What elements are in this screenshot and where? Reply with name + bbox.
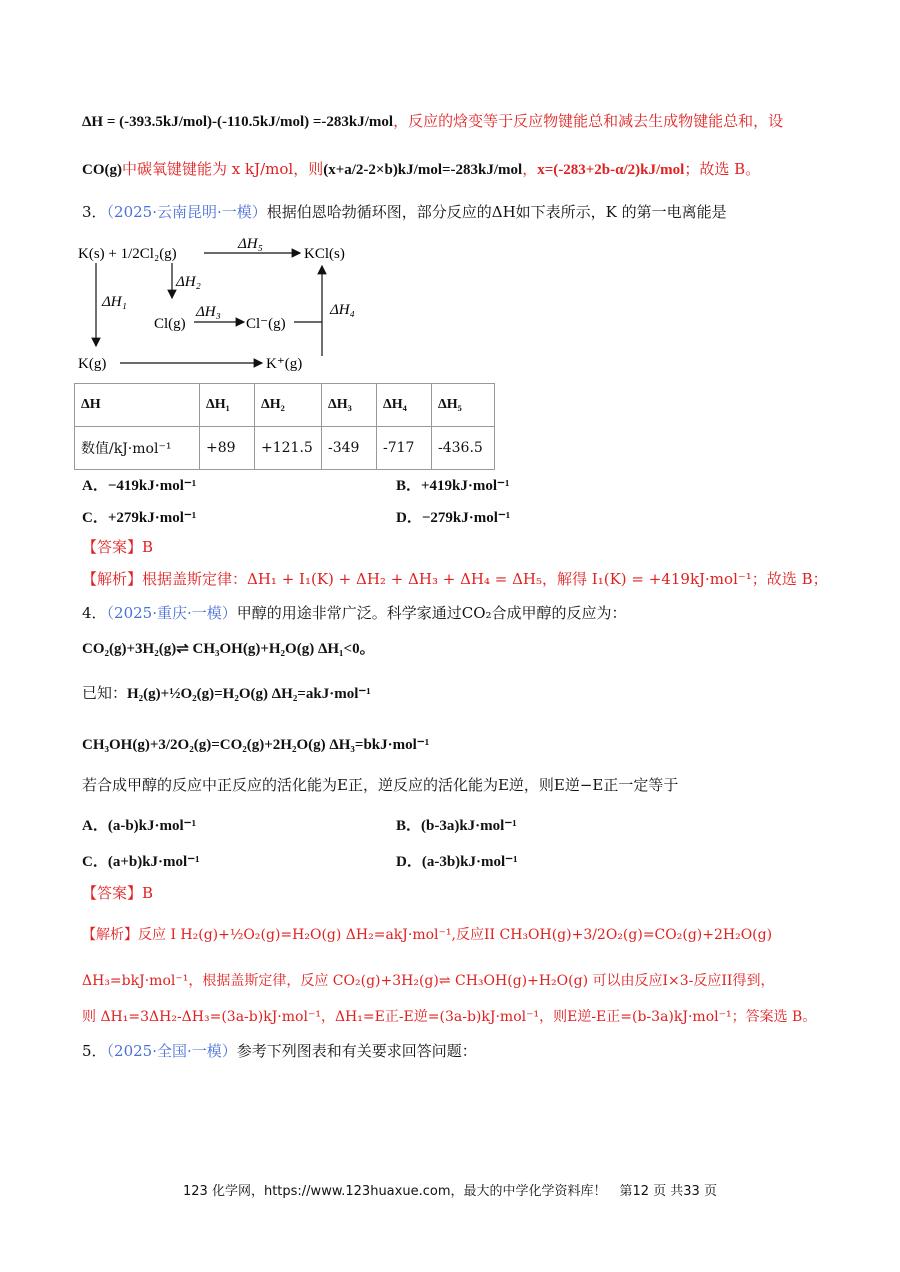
table-cell: -349: [322, 427, 377, 470]
analysis-q4-line-2: ΔH₃=bkJ·mol⁻¹，根据盖斯定律，反应 CO₂(g)+3H₂(g)⇌ CH₃OH(g)+H₂O(g) 可以由反应I×3-反应II得到，: [82, 973, 775, 989]
option-a: A．(a-b)kJ·mol⁻¹: [82, 818, 197, 834]
question-text: 根据伯恩哈勃循环图，部分反应的ΔH如下表所示，K 的第一电离能是: [266, 203, 727, 221]
answer-label: 【答案】B: [82, 538, 154, 556]
answer-text: ；故选 B。: [684, 160, 761, 178]
analysis-text: 根据盖斯定律：ΔH₁ + I₁(K) + ΔH₂ + ΔH₃ + ΔH₄ = ΔH₅，解得 I₁(K) = +419kJ·mol⁻¹；故选 B；: [142, 570, 828, 588]
equation-1: CO₂(g)+3H₂(g)⇌ CH₃OH(g)+H₂O(g) ΔH₁<0。: [82, 641, 375, 657]
table-row: [75, 427, 495, 470]
kcl-label: KCl(s): [304, 246, 345, 262]
table-header: ΔH₄: [377, 384, 432, 427]
known-line: [82, 682, 371, 705]
question-text: 参考下列图表和有关要求回答问题：: [236, 1042, 477, 1060]
question-text: 甲醇的用途非常广泛。科学家通过CO₂合成甲醇的反应为：: [236, 604, 627, 622]
option-b: B．+419kJ·mol⁻¹: [396, 478, 510, 494]
table-cell: -717: [377, 427, 432, 470]
k-gas-label: K(g): [78, 356, 107, 372]
k-solid-label: K(s) + 1/2Cl₂(g): [78, 246, 177, 262]
answer-label: 【答案】B: [82, 884, 154, 902]
question-4: [82, 602, 627, 624]
question-number: 5．: [82, 1042, 107, 1060]
comma: ，: [522, 160, 538, 178]
option-b: B．(b-3a)kJ·mol⁻¹: [396, 818, 517, 834]
table-header: ΔH: [75, 384, 200, 427]
x-solution: x=(-283+2b-α/2)kJ/mol: [537, 162, 685, 178]
bond-energy-equation: (x+a/2-2×b)kJ/mol=-283kJ/mol: [323, 162, 523, 178]
analysis-q4-line-3: 则 ΔH₁=3ΔH₂-ΔH₃=(3a-b)kJ·mol⁻¹，ΔH₁=E正-E逆=(3a-b)kJ·mol⁻¹，则E逆-E正=(b-3a)kJ·mol⁻¹；答案选 B。: [82, 1009, 817, 1025]
dh1-label: ΔH₁: [102, 294, 127, 310]
question-source: （2025·重庆·一模）: [106, 604, 237, 622]
k-ion-label: K⁺(g): [266, 356, 303, 372]
option-a: A．−419kJ·mol⁻¹: [82, 478, 197, 494]
question-4-text: 若合成甲醇的反应中正反应的活化能为E正，逆反应的活化能为E逆，则E逆−E正一定等于: [82, 776, 679, 794]
born-haber-cycle-diagram: [76, 236, 376, 376]
analysis-label: 【解析】: [82, 570, 143, 588]
analysis-q4-line-1: 【解析】反应 I H₂(g)+½O₂(g)=H₂O(g) ΔH₂=akJ·mol⁻¹,反应II CH₃OH(g)+3/2O₂(g)=CO₂(g)+2H₂O(g): [82, 927, 773, 943]
dh5-label: ΔH₅: [238, 236, 263, 252]
table-header: ΔH₅: [432, 384, 495, 427]
enthalpy-formula: ΔH = (-393.5kJ/mol)-(-110.5kJ/mol) =-283kJ/mol: [82, 114, 394, 130]
known-label: 已知：: [82, 684, 128, 702]
cl-gas-label: Cl(g): [154, 316, 186, 332]
analysis-line-1: [82, 110, 783, 133]
table-cell: -436.5: [432, 427, 495, 470]
analysis-text: ，反应的焓变等于反应物键能总和减去生成物键能总和，设: [393, 112, 784, 130]
table-cell: +89: [200, 427, 255, 470]
question-5: [82, 1040, 477, 1062]
table-header: ΔH₂: [255, 384, 322, 427]
co-formula: CO(g): [82, 162, 122, 178]
question-source: （2025·全国·一模）: [106, 1042, 237, 1060]
table-row-label: 数值/kJ·mol⁻¹: [75, 427, 200, 470]
enthalpy-table: [74, 383, 495, 470]
option-d: D．(a-3b)kJ·mol⁻¹: [396, 854, 518, 870]
table-header: ΔH₃: [322, 384, 377, 427]
option-d: D．−279kJ·mol⁻¹: [396, 510, 511, 526]
question-3: [82, 201, 727, 223]
equation-2: H₂(g)+½O₂(g)=H₂O(g) ΔH₂=akJ·mol⁻¹: [127, 686, 371, 702]
table-cell: +121.5: [255, 427, 322, 470]
question-number: 3．: [82, 203, 107, 221]
equation-3: CH₃OH(g)+3/2O₂(g)=CO₂(g)+2H₂O(g) ΔH₃=bkJ·mol⁻¹: [82, 737, 430, 753]
cl-ion-label: Cl⁻(g): [246, 316, 286, 332]
dh3-label: ΔH₃: [196, 304, 221, 320]
option-c: C．(a+b)kJ·mol⁻¹: [82, 854, 200, 870]
page-footer: 123 化学网，https://www.123huaxue.com，最大的中学化学资料库！ 第12 页 共33 页: [183, 1184, 717, 1199]
question-number: 4．: [82, 604, 107, 622]
analysis-q3: [82, 568, 828, 590]
table-header: ΔH₁: [200, 384, 255, 427]
analysis-text: 中碳氧键键能为 x kJ/mol，则: [122, 160, 324, 178]
option-c: C．+279kJ·mol⁻¹: [82, 510, 197, 526]
dh4-label: ΔH₄: [330, 302, 355, 318]
table-header-row: [75, 384, 495, 427]
dh2-label: ΔH₂: [176, 274, 201, 290]
question-source: （2025·云南昆明·一模）: [106, 203, 267, 221]
analysis-line-2: [82, 158, 760, 181]
